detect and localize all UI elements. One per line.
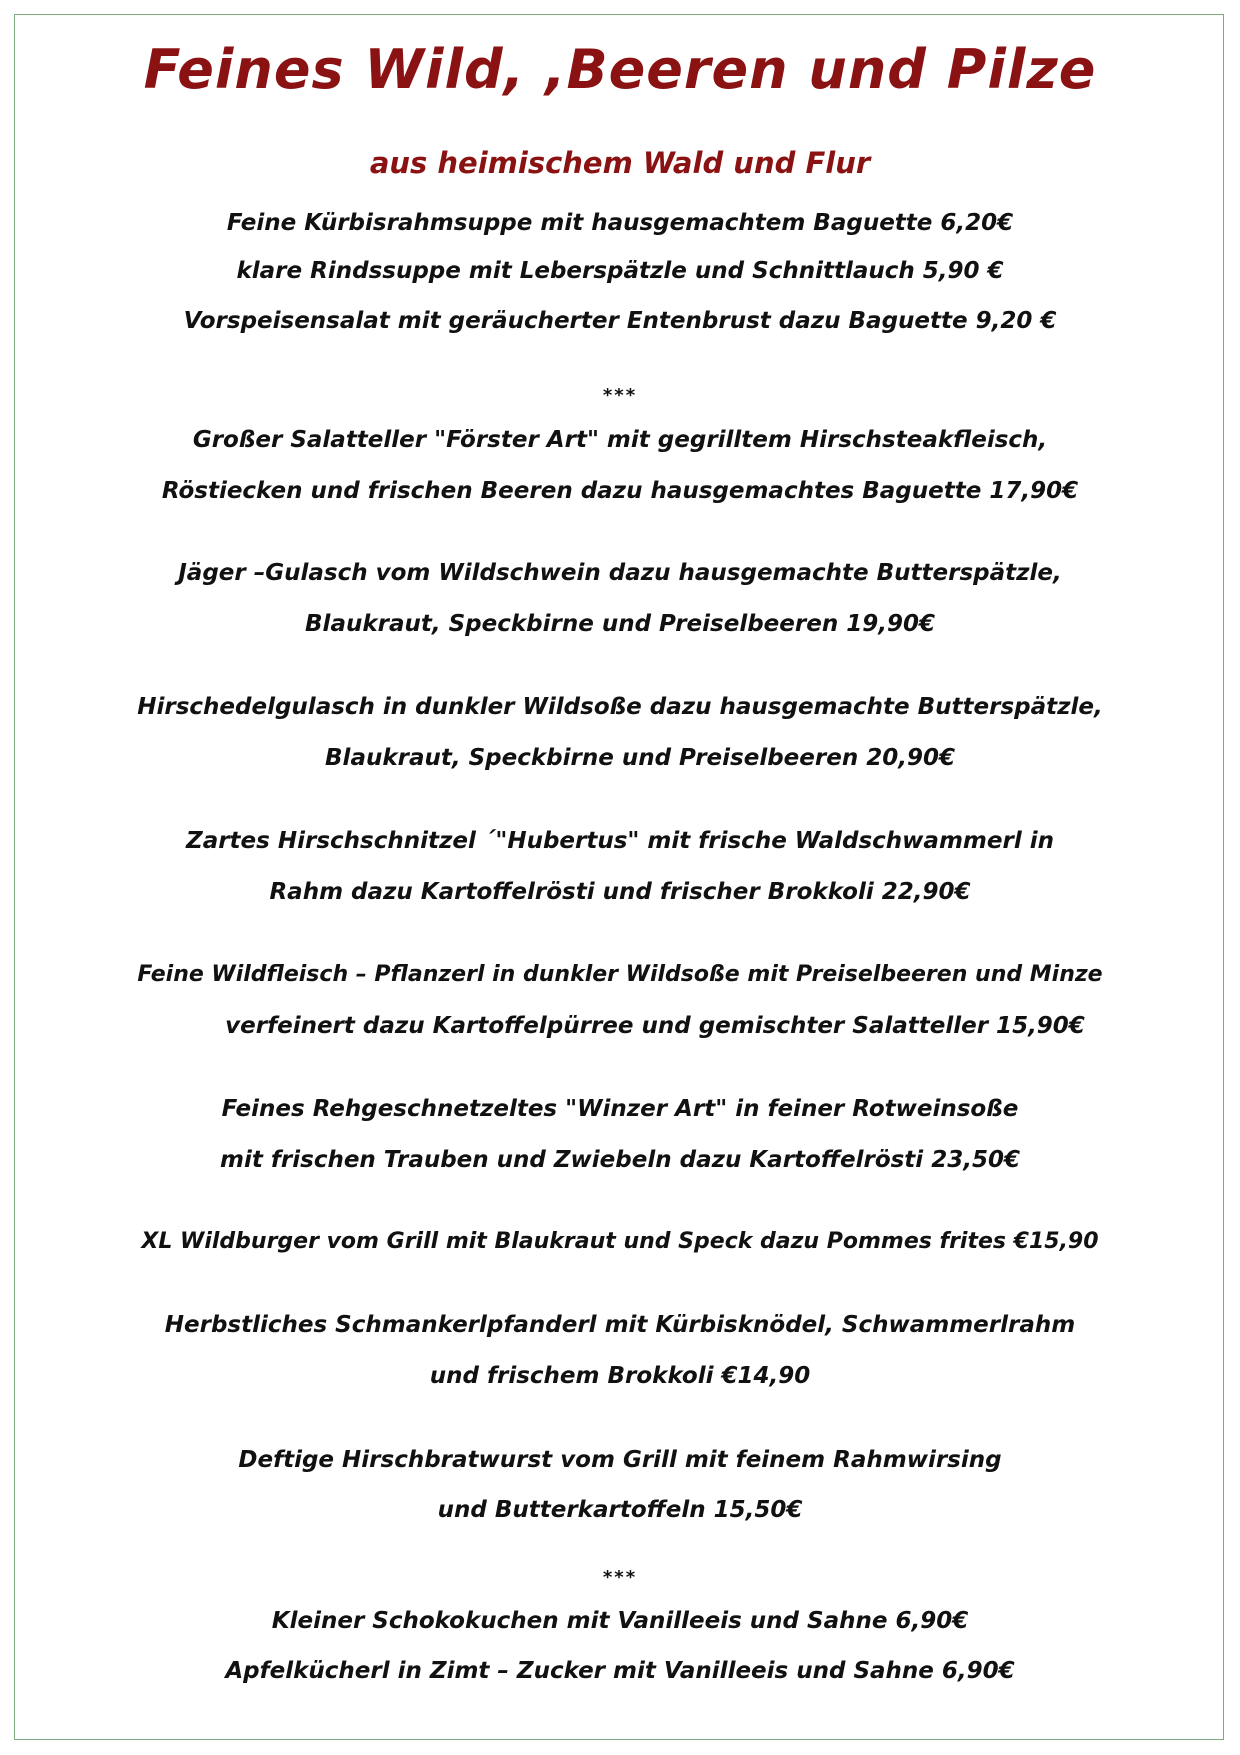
dessert-item: Apfelkücherl in Zimt – Zucker mit Vanilleeis und Sahne 6,90€ — [225, 1658, 1015, 1684]
main-item-line: Feines Rehgeschnetzeltes "Winzer Art" in feiner Rotweinsoße — [221, 1096, 1019, 1122]
main-item-line: XL Wildburger vom Grill mit Blaukraut und Speck dazu Pommes frites €15,90 — [141, 1229, 1099, 1254]
starter-item: Feine Kürbisrahmsuppe mit hausgemachtem Baguette 6,20€ — [226, 210, 1014, 236]
separator: *** — [602, 1567, 638, 1588]
starter-item: klare Rindssuppe mit Leberspätzle und Schnittlauch 5,90 € — [236, 258, 1004, 284]
main-item-line: verfeinert dazu Kartoffelpürree und gemischter Salatteller 15,90€ — [225, 1013, 1085, 1039]
main-item-line: Feine Wildfleisch – Pflanzerl in dunkler Wildsoße mit Preiselbeeren und Minze — [137, 962, 1103, 987]
main-item-line: Zartes Hirschschnitzel ´"Hubertus" mit frische Waldschwammerl in — [186, 828, 1054, 854]
main-item-line: und Butterkartoffeln 15,50€ — [437, 1497, 803, 1523]
main-item-line: Blaukraut, Speckbirne und Preiselbeeren 19,90€ — [305, 611, 935, 637]
separator: *** — [602, 385, 638, 406]
main-item-line: Herbstliches Schmankerlpfanderl mit Kürbisknödel, Schwammerlrahm — [164, 1312, 1076, 1338]
starter-item: Vorspeisensalat mit geräucherter Entenbrust dazu Baguette 9,20 € — [183, 308, 1057, 334]
main-item-line: mit frischen Trauben und Zwiebeln dazu Kartoffelrösti 23,50€ — [220, 1147, 1020, 1173]
main-item-line: Deftige Hirschbratwurst vom Grill mit feinem Rahmwirsing — [238, 1447, 1002, 1473]
main-item-line: Großer Salatteller "Förster Art" mit gegrilltem Hirschsteakfleisch, — [192, 427, 1048, 453]
menu-subtitle: aus heimischem Wald und Flur — [369, 146, 871, 180]
main-item-line: Röstiecken und frischen Beeren dazu hausgemachtes Baguette 17,90€ — [161, 478, 1079, 504]
main-item-line: Hirschedelgulasch in dunkler Wildsoße dazu hausgemachte Butterspätzle, — [137, 694, 1103, 720]
main-item-line: Rahm dazu Kartoffelrösti und frischer Brokkoli 22,90€ — [269, 879, 971, 905]
dessert-item: Kleiner Schokokuchen mit Vanilleeis und Sahne 6,90€ — [271, 1608, 969, 1634]
main-item-line: Blaukraut, Speckbirne und Preiselbeeren 20,90€ — [325, 745, 955, 771]
menu-title: Feines Wild, ,Beeren und Pilze — [143, 38, 1097, 101]
main-item-line: und frischem Brokkoli €14,90 — [429, 1363, 811, 1389]
main-item-line: Jäger –Gulasch vom Wildschwein dazu hausgemachte Butterspätzle, — [178, 560, 1062, 586]
